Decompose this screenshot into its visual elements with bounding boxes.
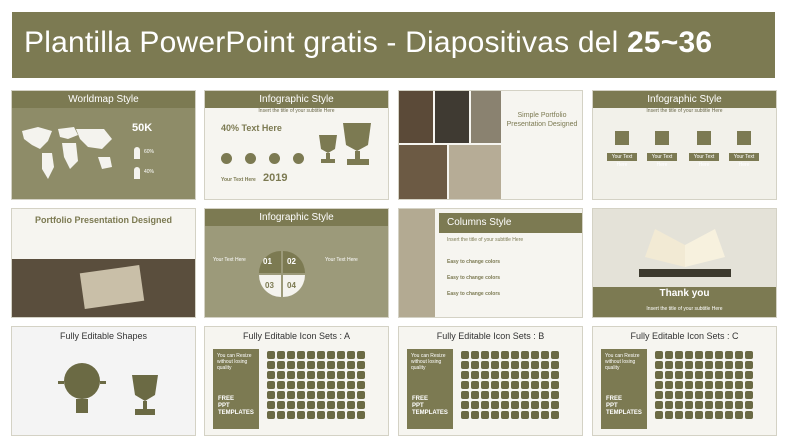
slide-title: Simple Portfolio Presentation Designed [506,112,578,128]
stat-big: 50K [132,122,153,134]
icon-grid [655,351,753,419]
panel-text: You can Resize without losing quality [411,353,446,371]
photo-image [399,91,433,143]
caption: Your Text Here [221,177,256,183]
slide-subtitle: Insert the title of your subtitle Here [646,306,723,312]
slide-subtitle: Insert the title of your subtitle Here [646,108,723,114]
book-icon [633,217,737,283]
photo-image [471,91,501,143]
slide-title: Worldmap Style [12,91,195,108]
slide-title: Fully Editable Icon Sets : C [630,331,739,341]
stat-a: 60% [144,149,155,155]
segment-number: 04 [287,281,296,290]
check-icon [655,131,669,145]
photo-image [399,145,447,199]
circle-icon [221,153,232,164]
trophy-icon [128,373,162,419]
column-item: Easy to change colors [447,291,501,297]
slide-subtitle: Insert the title of your subtitle Here [447,237,524,243]
slide-title: Infographic Style [593,91,776,108]
slide-thumbnail-35[interactable] [399,327,582,435]
slide-title: Thank you [659,288,710,299]
slide-thumbnail-29[interactable] [12,209,195,317]
info-panel [213,349,259,429]
tools-icon [737,131,751,145]
slide-thumbnail-31[interactable] [399,209,582,317]
caption: Your Text Here [213,257,246,263]
world-map-icon [18,123,116,181]
slide-title: Fully Editable Icon Sets : B [436,331,545,341]
page-title: Plantilla PowerPoint gratis - Diapositivas del 25~36 [24,26,713,59]
slide-title: Fully Editable Icon Sets : A [242,331,351,341]
slide-subtitle: Insert the title of your subtitle Here [258,108,335,114]
free-templates-label: FREE PPT TEMPLATES [606,396,642,416]
slide-thumbnail-25[interactable] [12,91,195,199]
column-item: Easy to change colors [447,259,501,265]
icon-grid [267,351,365,419]
circle-icon [293,153,304,164]
lightbulb-icon [42,353,122,423]
caption: Your Text Here [325,257,358,263]
person-icon [134,167,140,179]
slide-title: Fully Editable Shapes [59,331,148,341]
person-icon [134,147,140,159]
slide-thumbnail-27[interactable] [399,91,582,199]
column-item: Easy to change colors [447,275,501,281]
info-panel [407,349,453,429]
free-templates-label: FREE PPT TEMPLATES [412,396,448,416]
header-banner [12,12,775,78]
icon-grid [461,351,559,419]
box-label: Your Text Here [607,153,637,161]
free-templates-label: FREE PPT TEMPLATES [218,396,254,416]
slide-title: Infographic Style [205,209,388,226]
slide-thumbnail-28[interactable] [593,91,776,199]
slide-thumbnail-32[interactable] [593,209,776,317]
photo-image [435,91,469,143]
photo-image [399,209,435,317]
slide-title: Columns Style [439,213,582,233]
year-label: 2019 [263,172,288,184]
segment-number: 01 [263,257,272,266]
slide-thumbnail-26[interactable] [205,91,388,199]
slide-title: Infographic Style [205,91,388,108]
circle-icon [245,153,256,164]
document-icon [697,131,711,145]
slide-thumbnail-33[interactable] [12,327,195,435]
panel-text: You can Resize without losing quality [217,353,252,371]
trophy-icon [313,121,379,167]
box-label: Your Text Here [647,153,677,161]
segment-number: 03 [265,281,274,290]
stat-b: 40% [144,169,155,175]
panel-text: You can Resize without losing quality [605,353,640,371]
photo-image [449,145,501,199]
slide-title: Portfolio Presentation Designed [34,215,173,225]
slide-heading: 40% Text Here [221,123,282,133]
info-panel [601,349,647,429]
slide-thumbnail-36[interactable] [593,327,776,435]
slide-thumbnail-34[interactable] [205,327,388,435]
segment-number: 02 [287,257,296,266]
pie-icon [615,131,629,145]
box-label: Your Text Here [729,153,759,161]
box-label: Your Text Here [689,153,719,161]
slide-thumbnail-30[interactable] [205,209,388,317]
circle-icon [269,153,280,164]
